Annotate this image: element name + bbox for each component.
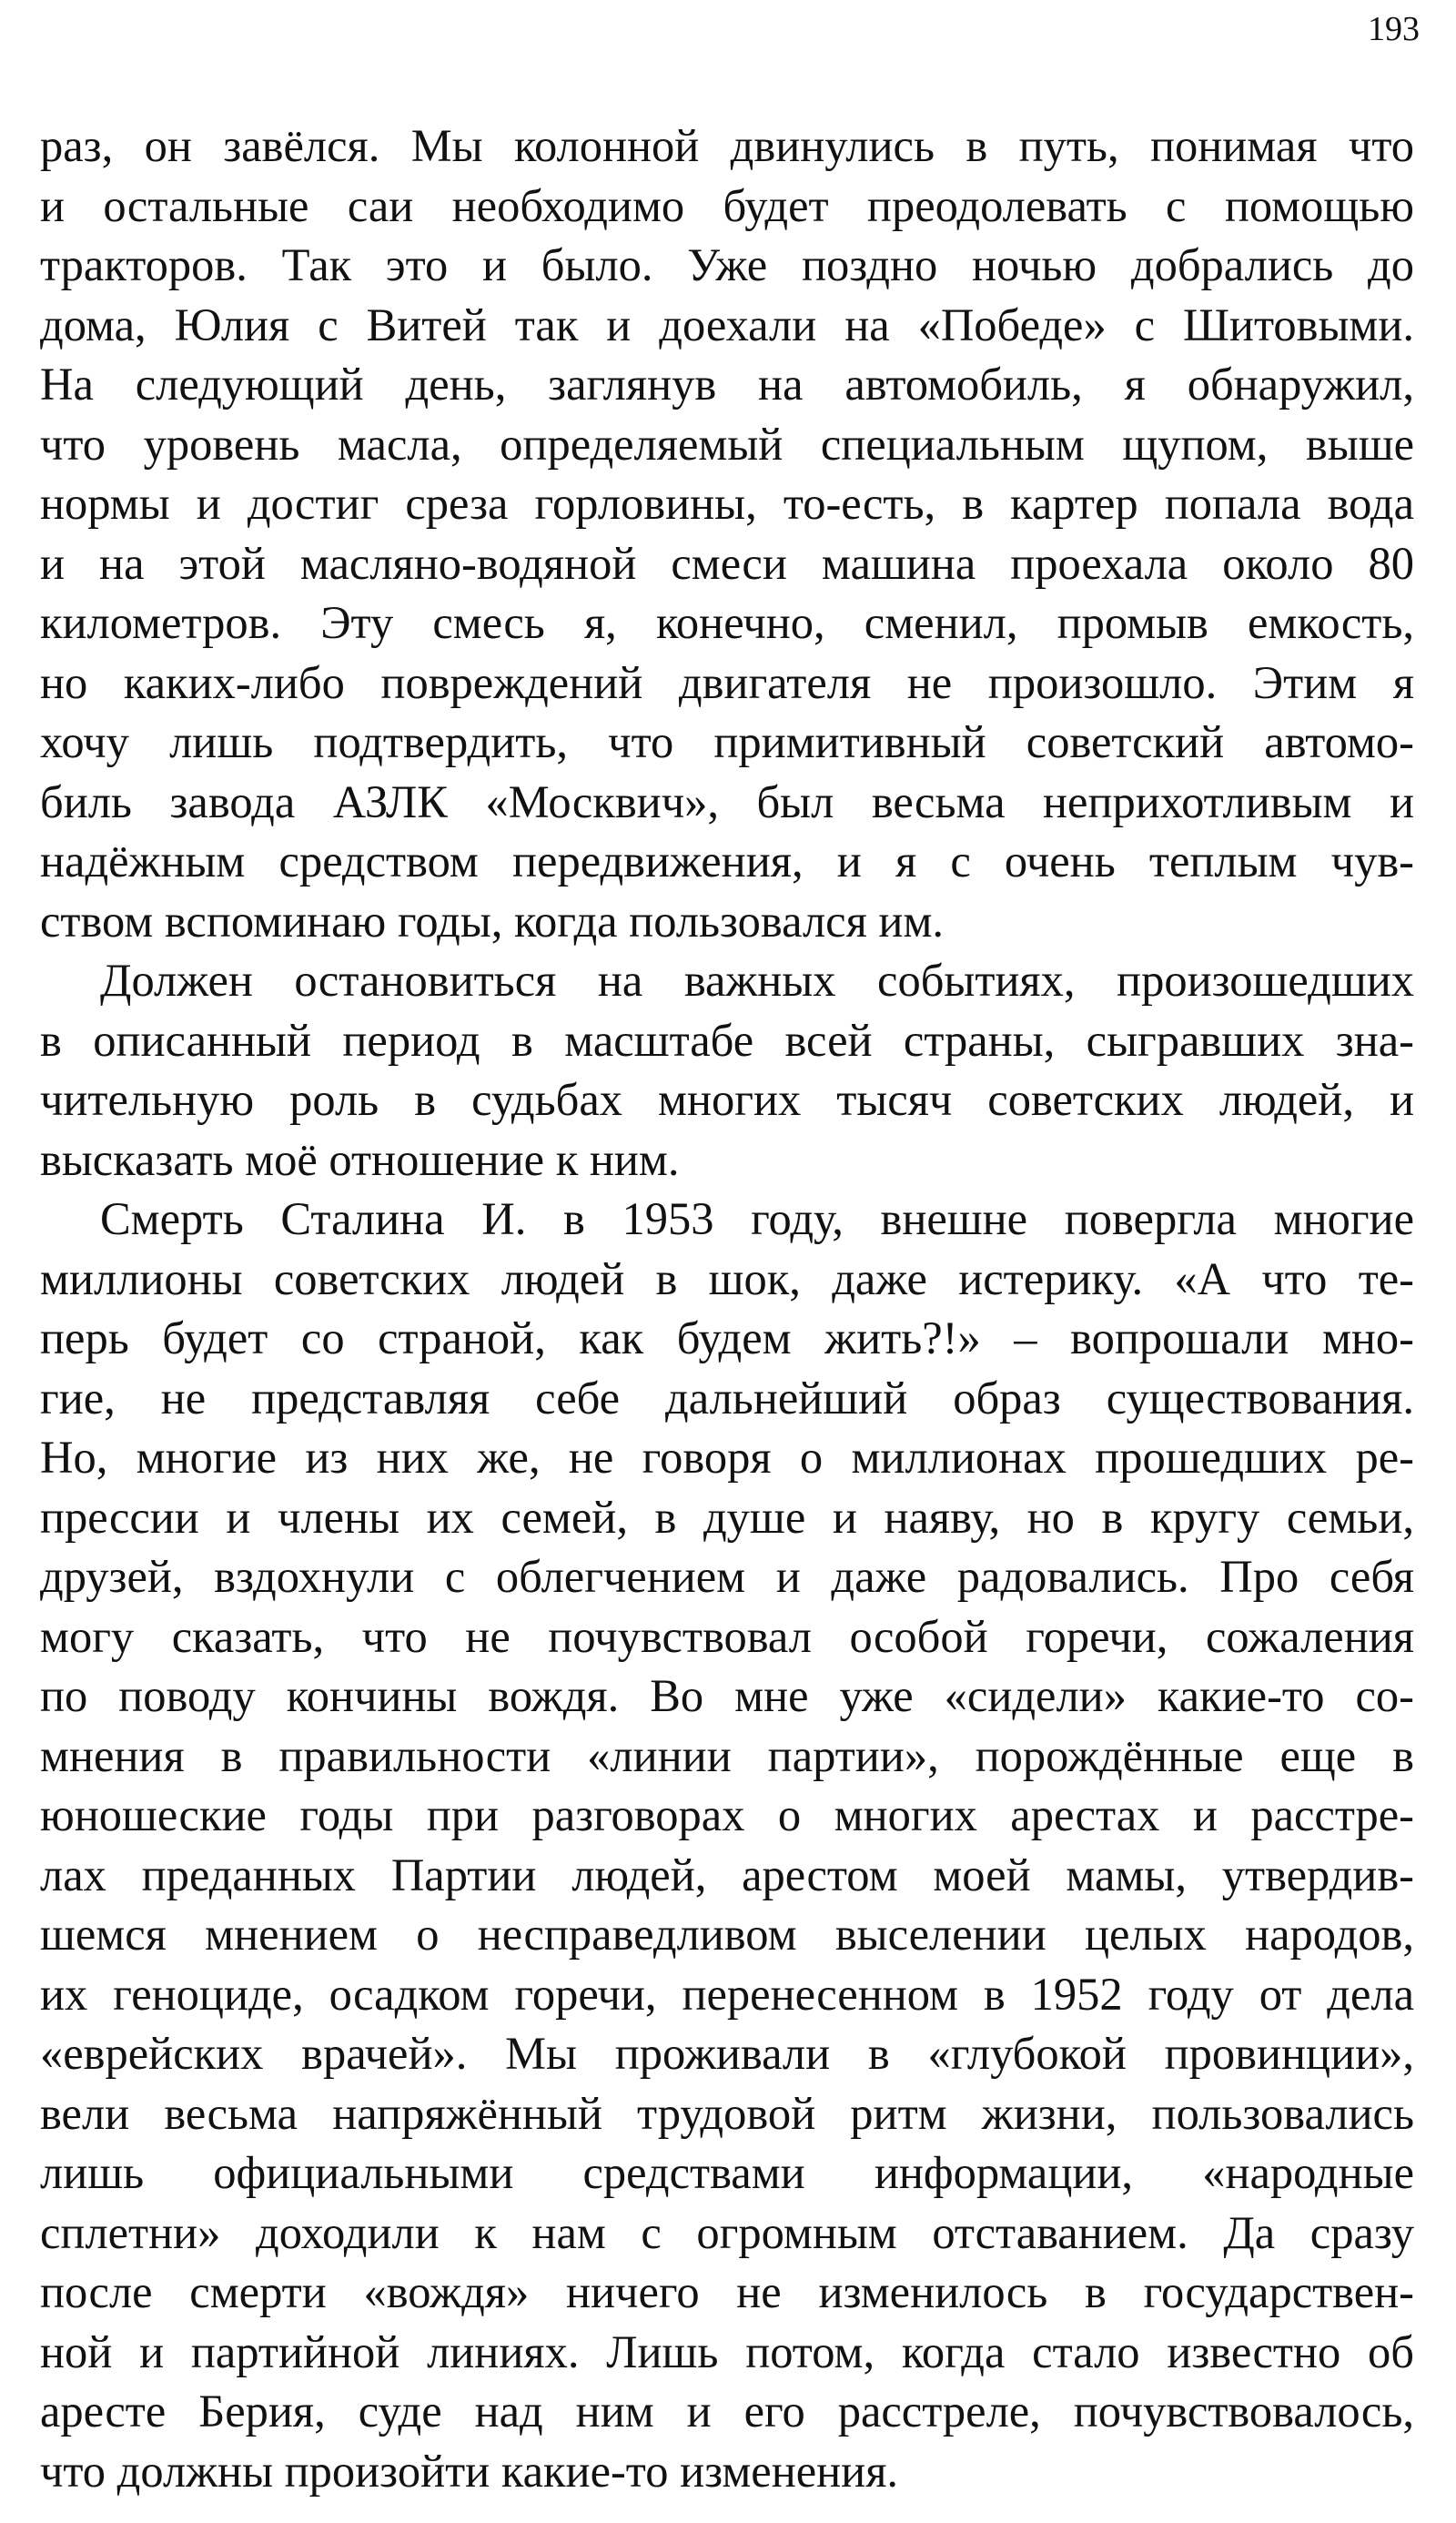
text-line: лах преданных Партии людей, арестом моей мамы, утвердив- [40, 1849, 1414, 1900]
text-line: «еврейских врачей». Мы проживали в «глубокой провинции», [40, 2028, 1414, 2079]
text-line: лишь официальными средствами информации, «народные [40, 2147, 1414, 2198]
text-line: и на этой масляно-водяной смеси машина проехала около 80 [40, 537, 1414, 589]
text-line: в описанный период в масштабе всей страны, сыгравших зна- [40, 1014, 1414, 1066]
text-line: но каких-либо повреждений двигателя не произошло. Этим я [40, 656, 1414, 708]
text-line: чительную роль в судьбах многих тысяч советских людей, и [40, 1074, 1414, 1125]
text-line: хочу лишь подтвердить, что примитивный советский автомо- [40, 716, 1414, 767]
text-line: что уровень масла, определяемый специальным щупом, выше [40, 418, 1414, 470]
text-line: Но, многие из них же, не говоря о миллионах прошедших ре- [40, 1432, 1414, 1483]
text-line: шемся мнением о несправедливом выселении целых народов, [40, 1909, 1414, 1960]
text-line: дома, Юлия с Витей так и доехали на «Победе» с Шитовыми. [40, 299, 1414, 350]
text-line: Должен остановиться на важных событиях, произошедших [100, 955, 1414, 1006]
text-line: прессии и члены их семей, в душе и наяву, но в кругу семьи, [40, 1491, 1414, 1543]
page-number: 193 [1368, 10, 1420, 48]
text-line: после смерти «вождя» ничего не изменилось в государствен- [40, 2266, 1414, 2317]
text-line: сплетни» доходили к нам с огромным отставанием. Да сразу [40, 2206, 1414, 2258]
body-text [40, 117, 1414, 2501]
text-line: вели весьма напряжённый трудовой ритм жизни, пользовались [40, 2087, 1414, 2139]
text-line: На следующий день, заглянув на автомобиль, я обнаружил, [40, 359, 1414, 410]
text-line: Смерть Сталина И. в 1953 году, внешне повергла многие [100, 1193, 1414, 1244]
text-line: тракторов. Так это и было. Уже поздно ночью добрались до [40, 239, 1414, 290]
text-line: гие, не представляя себе дальнейший образ существования. [40, 1372, 1414, 1424]
text-line: километров. Эту смесь я, конечно, сменил, промыв емкость, [40, 597, 1414, 648]
text-line: ством вспоминаю годы, когда пользовался им. [40, 895, 945, 947]
text-line: раз, он завёлся. Мы колонной двинулись в путь, понимая что [40, 120, 1414, 171]
text-line: надёжным средством передвижения, и я с очень теплым чув- [40, 836, 1414, 887]
text-line: друзей, вздохнули с облегчением и даже радовались. Про себя [40, 1551, 1414, 1602]
text-line: биль завода АЗЛК «Москвич», был весьма неприхотливым и [40, 775, 1414, 827]
text-line: могу сказать, что не почувствовал особой горечи, сожаления [40, 1610, 1414, 1662]
text-line: нормы и достиг среза горловины, то-есть, в картер попала вода [40, 478, 1414, 529]
text-line: что должны произойти какие-то изменения. [40, 2445, 899, 2497]
text-line: перь будет со страной, как будем жить?!» – вопрошали мно- [40, 1312, 1414, 1363]
paragraph [40, 951, 1414, 1190]
text-line: их геноциде, осадком горечи, перенесенном в 1952 году от дела [40, 1968, 1414, 2020]
paragraph [40, 117, 1414, 951]
text-line: миллионы советских людей в шок, даже истерику. «А что те- [40, 1252, 1414, 1304]
text-line: высказать моё отношение к ним. [40, 1133, 680, 1185]
text-line: ной и партийной линиях. Лишь потом, когда стало известно об [40, 2325, 1414, 2377]
text-line: аресте Берия, суде над ним и его расстреле, почувствовалось, [40, 2386, 1414, 2437]
text-line: и остальные саи необходимо будет преодолевать с помощью [40, 179, 1414, 231]
text-line: юношеские годы при разговорах о многих арестах и расстре- [40, 1789, 1414, 1840]
text-line: по поводу кончины вождя. Во мне уже «сидели» какие-то со- [40, 1670, 1414, 1721]
paragraph [40, 1190, 1414, 2501]
text-line: мнения в правильности «линии партии», порождённые еще в [40, 1729, 1414, 1781]
